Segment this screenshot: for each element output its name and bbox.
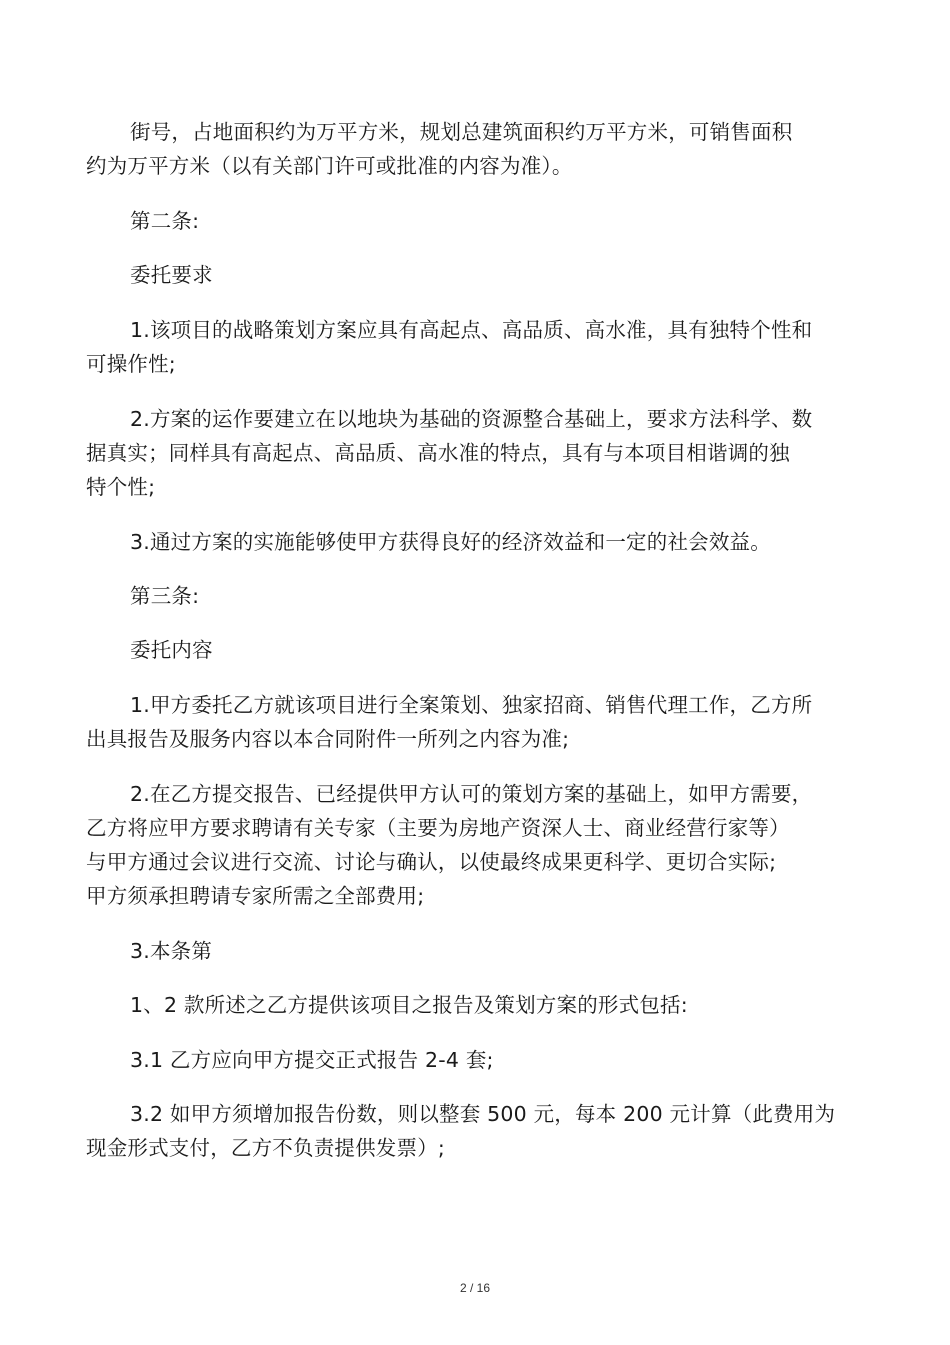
paragraph-10-line-4: 甲方须承担聘请专家所需之全部费用; bbox=[86, 884, 425, 908]
section-heading-article-2: 第二条: bbox=[130, 209, 200, 233]
paragraph-6-line-1: 3.通过方案的实施能够使甲方获得良好的经济效益和一定的社会效益。 bbox=[130, 530, 771, 554]
paragraph-4-line-1: 1.该项目的战略策划方案应具有高起点、高品质、高水准，具有独特个性和 bbox=[130, 318, 813, 342]
paragraph-5-line-2: 据真实；同样具有高起点、高品质、高水准的特点，具有与本项目相谐调的独 bbox=[86, 441, 790, 465]
paragraph-14-line-2: 现金形式支付，乙方不负责提供发票）; bbox=[86, 1136, 446, 1160]
paragraph-11-line-1: 3.本条第 bbox=[130, 939, 213, 963]
section-subheading-content: 委托内容 bbox=[130, 638, 213, 662]
paragraph-9-line-2: 出具报告及服务内容以本合同附件一所列之内容为准; bbox=[86, 727, 570, 751]
paragraph-14-line-1: 3.2 如甲方须增加报告份数，则以整套 500 元，每本 200 元计算（此费用为 bbox=[130, 1102, 836, 1126]
paragraph-1-line-2: 约为万平方米（以有关部门许可或批准的内容为准）。 bbox=[86, 154, 573, 178]
section-heading-article-3: 第三条: bbox=[130, 584, 200, 608]
paragraph-9-line-1: 1.甲方委托乙方就该项目进行全案策划、独家招商、销售代理工作，乙方所 bbox=[130, 693, 813, 717]
paragraph-10-line-2: 乙方将应甲方要求聘请有关专家（主要为房地产资深人士、商业经营行家等） bbox=[86, 816, 790, 840]
paragraph-10-line-3: 与甲方通过会议进行交流、讨论与确认，以使最终成果更科学、更切合实际; bbox=[86, 850, 777, 874]
paragraph-4-line-2: 可操作性; bbox=[86, 352, 176, 376]
paragraph-5-line-3: 特个性; bbox=[86, 475, 156, 499]
paragraph-5-line-1: 2.方案的运作要建立在以地块为基础的资源整合基础上，要求方法科学、数 bbox=[130, 407, 813, 431]
paragraph-10-line-1: 2.在乙方提交报告、已经提供甲方认可的策划方案的基础上，如甲方需要， bbox=[130, 782, 813, 806]
section-subheading-requirements: 委托要求 bbox=[130, 263, 213, 287]
paragraph-12-line-1: 1、2 款所述之乙方提供该项目之报告及策划方案的形式包括: bbox=[130, 993, 688, 1017]
page-number-footer: 2 / 16 bbox=[459, 1281, 491, 1295]
paragraph-13-line-1: 3.1 乙方应向甲方提交正式报告 2-4 套; bbox=[130, 1048, 494, 1072]
paragraph-1-line-1: 街号，占地面积约为万平方米，规划总建筑面积约万平方米，可销售面积 bbox=[130, 120, 793, 144]
